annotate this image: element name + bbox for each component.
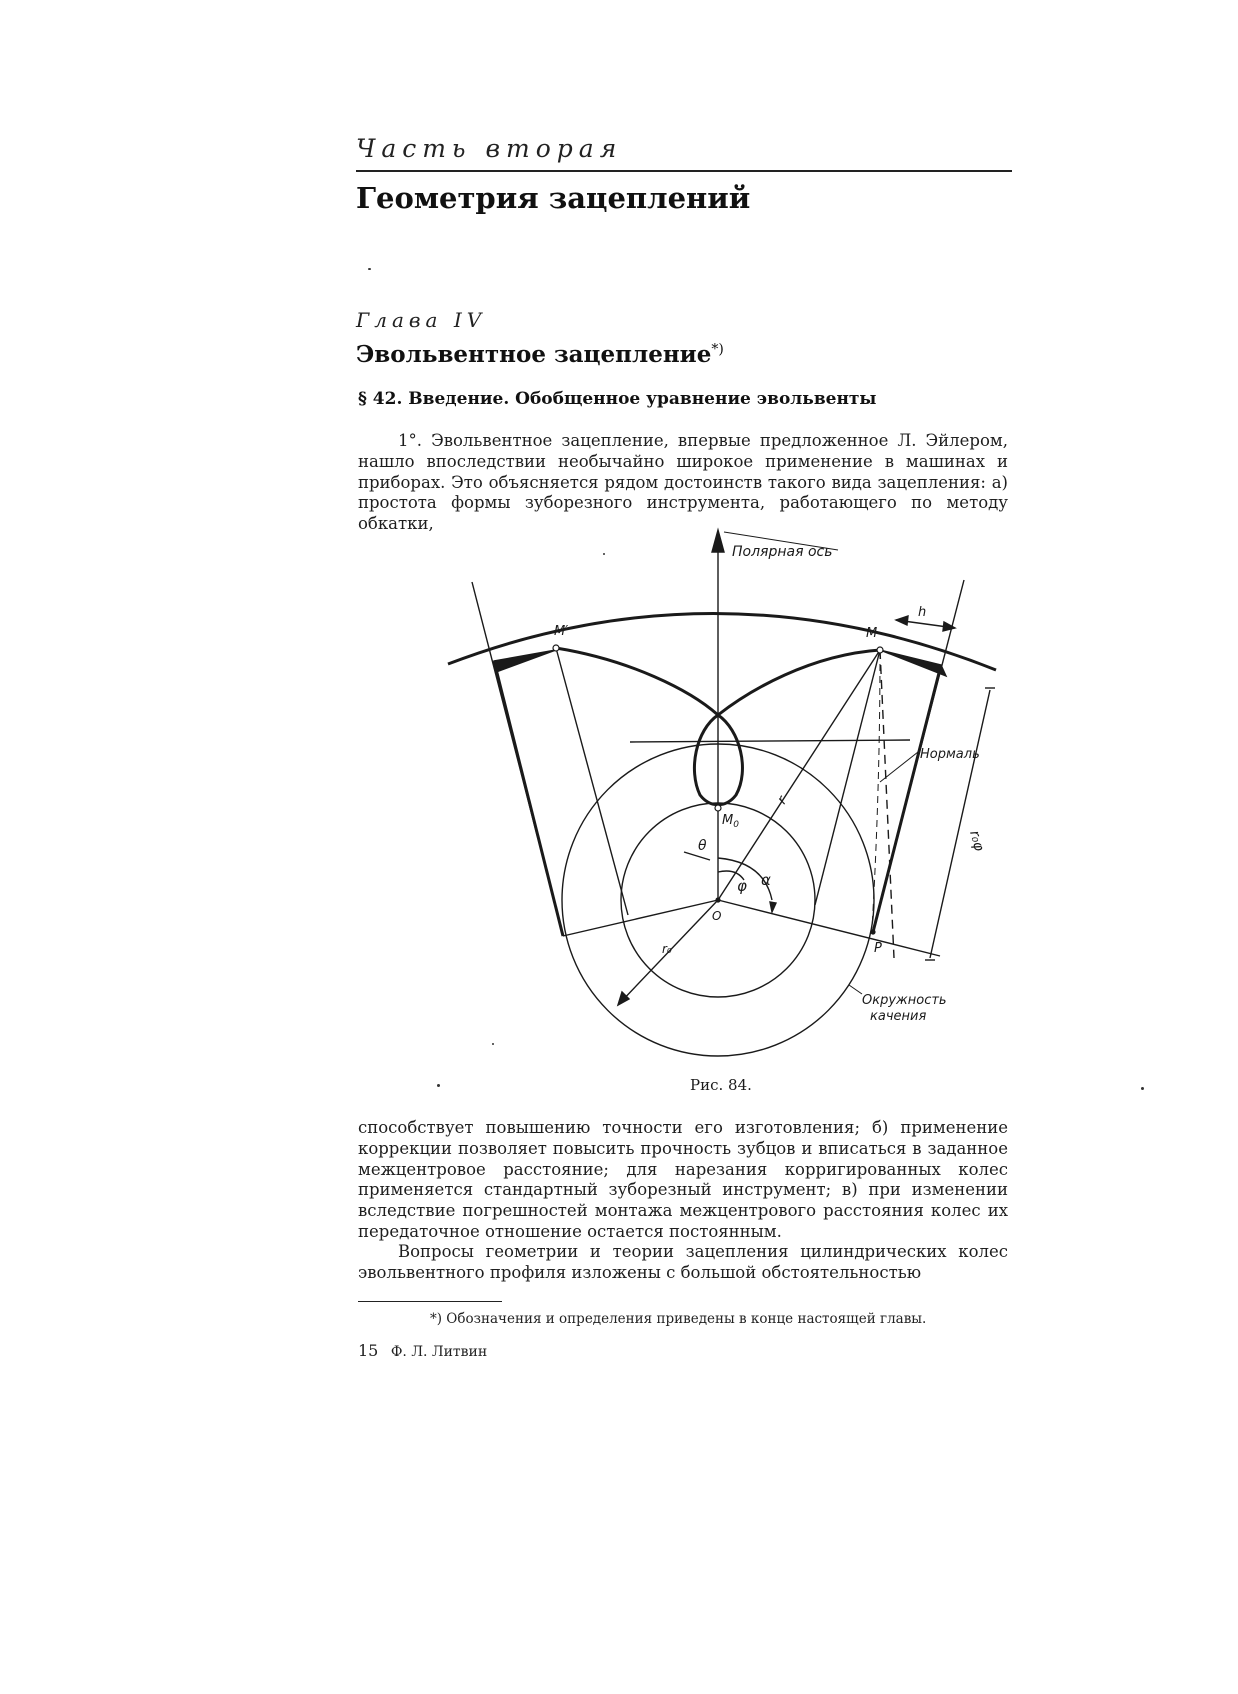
figure-geometry (448, 530, 996, 1056)
scan-speck (603, 553, 605, 555)
point-M0 (715, 805, 721, 811)
label-M-prime: M′ (554, 624, 569, 639)
footnote-rule (358, 1301, 502, 1302)
label-r: r (774, 793, 791, 808)
label-M0-sub: 0 (733, 820, 739, 830)
label-M: M (866, 626, 878, 641)
label-M0-base: M (722, 813, 734, 828)
body-paragraph-2: способствует повышению точности его изготовления; б) применение коррекции позволяет повысить прочность зубцов и вписаться в заданное межцентровое расстояние; для нарезания корригированных колес применяется стандартный зуборезный инструмент; в) при изменении вследствие погрешностей монтажа межцентрового расстояния колес их передаточное отношение остается постоянным. (358, 1118, 1008, 1241)
point-O (715, 897, 720, 902)
label-r0-phi: r₀φ (966, 828, 987, 853)
label-M0 (722, 813, 739, 830)
body-paragraph-3: Вопросы геометрии и теории зацепления цилиндрических колес эвольвентного профиля изложены с большой обстоятельностью (358, 1242, 1008, 1282)
left-tip (494, 650, 556, 672)
footnote-mark: *) (711, 341, 724, 358)
page-signature-number: 15 (358, 1341, 379, 1360)
label-r0: r₀ (662, 942, 672, 956)
label-normal: Нормаль (920, 747, 980, 762)
ray-O-left (563, 900, 718, 936)
part-label: Часть вторая (356, 134, 623, 163)
label-circle-line1: Окружность (862, 993, 947, 1008)
ray-O-P (718, 900, 940, 956)
chapter-label: Глава IV (356, 308, 487, 332)
label-circle-line2: качения (870, 1009, 927, 1024)
page-signature-author: Ф. Л. Литвин (390, 1344, 488, 1360)
footnote: *) Обозначения и определения приведены в конце настоящей главы. (430, 1311, 927, 1327)
chapter-title-text: Эвольвентное зацепление (356, 341, 712, 368)
scan-speck (437, 1084, 440, 1087)
scan-speck (492, 1043, 494, 1045)
label-h: h (918, 605, 927, 620)
label-P: P (874, 941, 882, 956)
label-O: O (712, 909, 722, 923)
label-phi: φ (737, 877, 747, 895)
left-construction-line (472, 582, 563, 936)
folio (358, 1341, 487, 1360)
point-M (877, 647, 883, 653)
tangent-line (630, 740, 910, 742)
figure-caption-text: Рис. 84. (690, 1076, 752, 1094)
right-tip (880, 650, 946, 676)
polar-axis-arrow (712, 530, 724, 552)
point-M-prime (553, 645, 559, 651)
label-polar-axis: Полярная ось (732, 544, 833, 560)
r0phi-dimension-line (930, 690, 990, 958)
normal-dashed (880, 650, 894, 958)
circle-leader (849, 985, 862, 994)
scan-speck (368, 268, 371, 270)
point-P (870, 929, 875, 934)
figure-caption (0, 1076, 1238, 1094)
scan-speck (1141, 1087, 1144, 1090)
label-theta: θ (698, 838, 707, 854)
part-title: Геометрия зацеплений (356, 181, 751, 215)
label-alpha: α (761, 871, 771, 889)
section-title: § 42. Введение. Обобщенное уравнение эвольвенты (358, 389, 877, 409)
body-paragraph-1: 1°. Эвольвентное зацепление, впервые предложенное Л. Эйлером, нашло впоследствии необычайно широкое применение в машинах и приборах. Это объясняется рядом достоинств такого вида зацепления: а) простота формы зуборезного инструмента, работающего по методу обкатки, (358, 431, 1008, 534)
